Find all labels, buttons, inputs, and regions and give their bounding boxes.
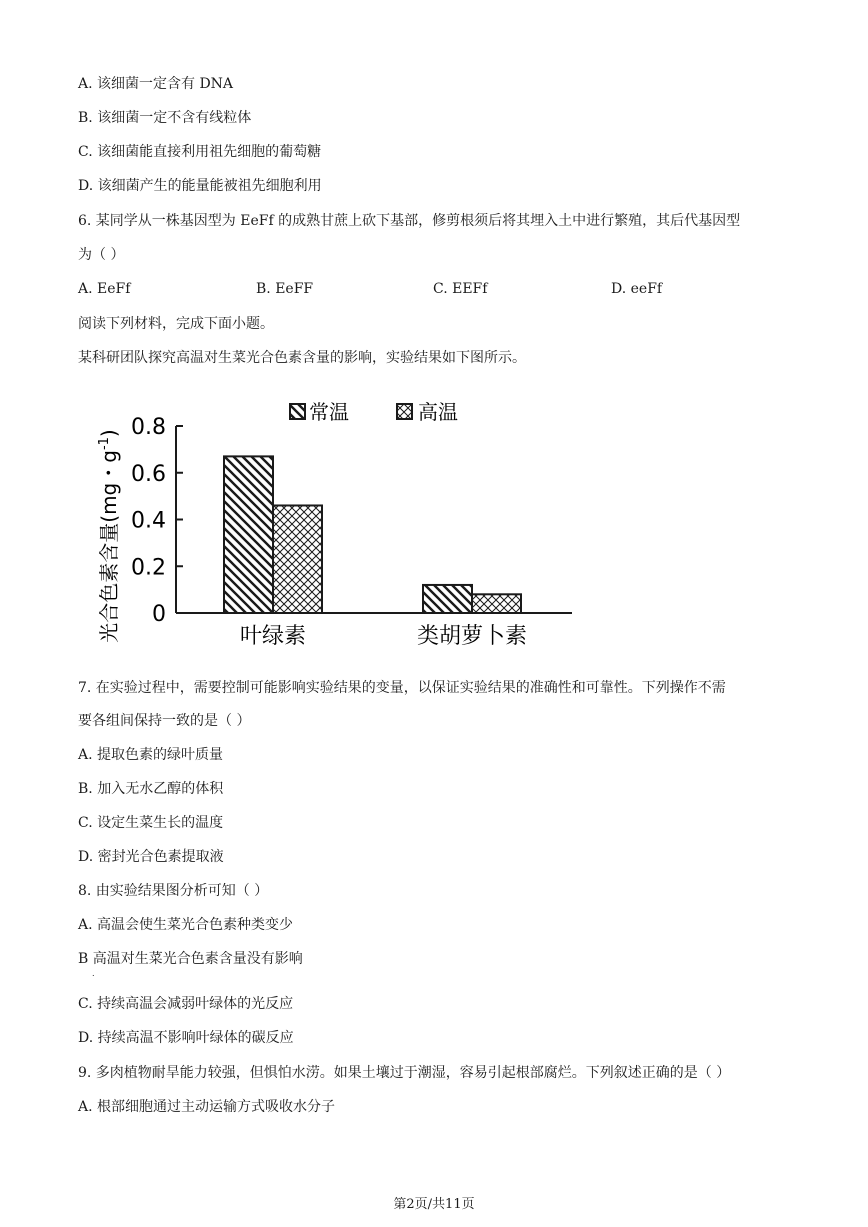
- q6-option-a: A. EeFf: [78, 281, 131, 297]
- q6-option-b: B. EeFF: [256, 281, 314, 297]
- y-tick-label: 0.4: [131, 508, 166, 534]
- q5-option-d: D. 该细菌产生的能量能被祖先细胞利用: [78, 178, 322, 194]
- q7-option-a: A. 提取色素的绿叶质量: [78, 747, 224, 763]
- legend-label-high: 高温: [418, 400, 458, 424]
- y-tick-label: 0.6: [131, 461, 166, 487]
- q7-option-c: C. 设定生菜生长的温度: [78, 815, 224, 831]
- legend-label-normal: 常温: [309, 400, 349, 424]
- q5-option-b: B. 该细菌一定不含有线粒体: [78, 110, 252, 126]
- q5-option-a: A. 该细菌一定含有 DNA: [78, 76, 234, 92]
- legend-swatch-high: [397, 404, 412, 419]
- q7-stem-line1: 7. 在实验过程中，需要控制可能影响实验结果的变量，以保证实验结果的准确性和可靠性。下列操作不需: [78, 680, 726, 696]
- q8-option-b: B 高温对生菜光合色素含量没有影响: [78, 951, 303, 967]
- q6-stem-line2: 为（ ）: [78, 247, 125, 263]
- y-axis-label-main: 光合色素含量(mg・g: [97, 450, 121, 643]
- x-category-label: 类胡萝卜素: [416, 624, 528, 649]
- q8-stem: 8. 由实验结果图分析可知（ ）: [78, 883, 269, 899]
- legend-swatch-normal: [290, 404, 305, 419]
- y-tick-label: 0: [152, 602, 166, 627]
- q8-option-d: D. 持续高温不影响叶绿体的碳反应: [78, 1030, 294, 1046]
- q9-stem: 9. 多肉植物耐旱能力较强，但惧怕水涝。如果土壤过于潮湿，容易引起根部腐烂。下列叙述正确的是（ ）: [78, 1065, 731, 1081]
- page-footer: 第2页/共11页: [393, 1197, 475, 1212]
- q7-stem-line2: 要各组间保持一致的是（ ）: [78, 713, 251, 729]
- q7-option-b: B. 加入无水乙醇的体积: [78, 781, 224, 797]
- category-labels: [240, 624, 527, 649]
- y-tick-label: 0.8: [131, 415, 166, 440]
- q8-option-a: A. 高温会使生菜光合色素种类变少: [78, 917, 294, 933]
- bar-normal-chlorophyll: [224, 456, 273, 613]
- q9-option-a: A. 根部细胞通过主动运输方式吸收水分子: [78, 1099, 336, 1115]
- y-axis-label: [97, 429, 121, 642]
- bars-group: [224, 456, 521, 613]
- y-tick-label: 0.2: [131, 555, 166, 581]
- pigment-content-bar-chart: [88, 392, 588, 662]
- reading-instruction: 阅读下列材料，完成下面小题。: [78, 316, 274, 332]
- x-category-label: 叶绿素: [239, 624, 307, 649]
- material-intro: 某科研团队探究高温对生菜光合色素含量的影响，实验结果如下图所示。: [78, 350, 526, 366]
- q6-option-d: D. eeFf: [611, 281, 663, 297]
- bar-high-carotenoid: [472, 594, 521, 613]
- q8-option-c: C. 持续高温会减弱叶绿体的光反应: [78, 996, 294, 1012]
- bar-normal-carotenoid: [423, 585, 472, 613]
- q6-option-c: C. EEFf: [433, 281, 488, 297]
- q7-option-d: D. 密封光合色素提取液: [78, 849, 224, 865]
- q8-option-b-dot: .: [92, 969, 95, 978]
- q5-option-c: C. 该细菌能直接利用祖先细胞的葡萄糖: [78, 144, 322, 160]
- q6-stem-line1: 6. 某同学从一株基因型为 EeFf 的成熟甘蔗上砍下基部，修剪根须后将其埋入土中进行繁殖，其后代基因型: [78, 213, 741, 229]
- y-axis-label-close: ): [97, 429, 121, 438]
- bar-high-chlorophyll: [273, 505, 322, 613]
- q6-options: [78, 281, 778, 299]
- y-axis-label-sup: -1: [97, 437, 112, 451]
